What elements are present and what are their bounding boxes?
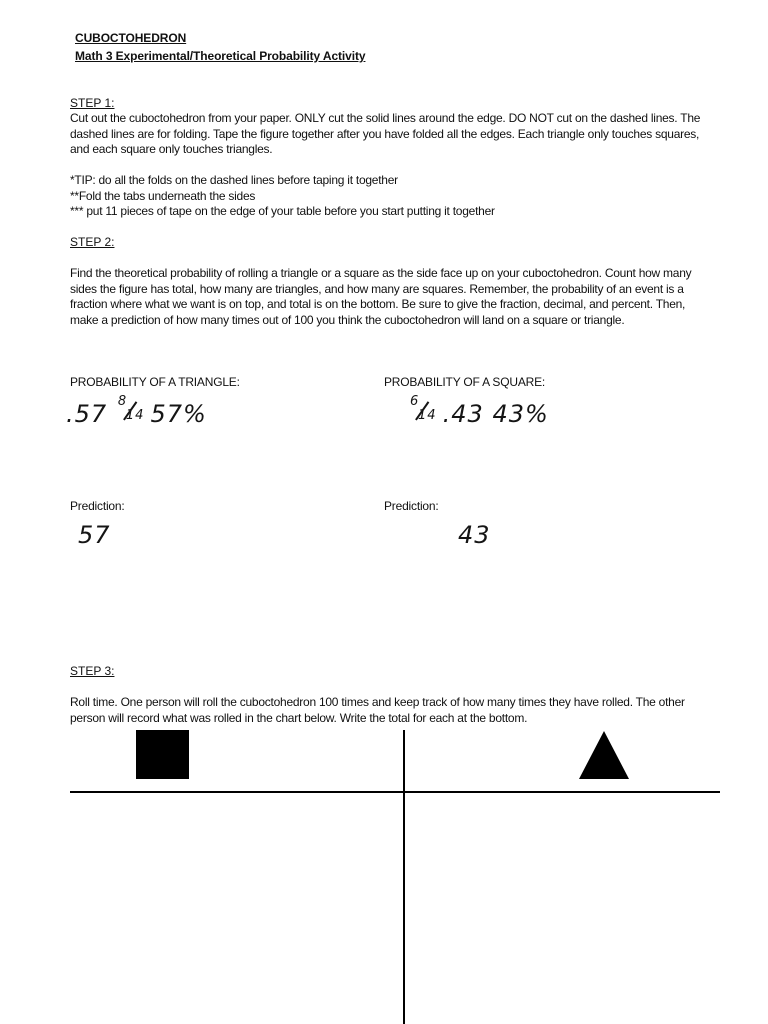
filled-triangle-icon xyxy=(578,730,630,780)
triangle-decimal: .57 xyxy=(66,400,108,428)
prediction-label-left: Prediction: xyxy=(70,499,125,513)
step2-instructions: Find the theoretical probability of rolling a triangle or a square as the side face up on your cuboctohedron. Count how many sides the figure has total, how many are triangles, and how many are squares. Remember, the probability of an event is a fraction where what we want is on top, and total is on the bottom. Be sure to give the fraction, decimal, and percent. Then, make a prediction of how many times out of 100 you think the cuboctohedron will land on a square or triangle. xyxy=(70,266,692,328)
triangle-fraction: 8 14 xyxy=(117,394,145,423)
triangle-percent: 57% xyxy=(150,400,207,428)
chart-header-divider xyxy=(70,791,720,793)
square-decimal: .43 xyxy=(442,400,484,428)
step1-heading: STEP 1: xyxy=(70,96,115,110)
square-probability-answer xyxy=(408,394,549,428)
step2-heading: STEP 2: xyxy=(70,235,115,249)
square-probability-label: PROBABILITY OF A SQUARE: xyxy=(384,375,546,389)
step1-instructions: Cut out the cuboctohedron from your paper. ONLY cut the solid lines around the edge. DO NOT cut on the dashed lines. The dashed lines are for folding. Tape the figure together after you have folded all the edges. Each triangle only touches squares, and each square only touches triangles. xyxy=(70,111,701,157)
step3-instructions: Roll time. One person will roll the cuboctohedron 100 times and keep track of how many times they have rolled. The other person will record what was rolled in the chart below. Write the total for each at the bottom. xyxy=(70,695,685,725)
prediction-triangle-value: 57 xyxy=(78,521,111,549)
step1-tips: *TIP: do all the folds on the dashed lines before taping it together **Fold the tabs underneath the sides *** put 11 pieces of tape on the edge of your table before you start putting it together xyxy=(70,173,495,219)
triangle-probability-answer xyxy=(66,394,207,428)
document-title: CUBOCTOHEDRON xyxy=(75,31,187,45)
step3-heading: STEP 3: xyxy=(70,664,115,678)
triangle-probability-label: PROBABILITY OF A TRIANGLE: xyxy=(70,375,240,389)
prediction-square-value: 43 xyxy=(458,521,491,549)
document-subtitle: Math 3 Experimental/Theoretical Probability Activity xyxy=(75,49,366,63)
filled-square-icon xyxy=(136,730,189,779)
prediction-label-right: Prediction: xyxy=(384,499,439,513)
tally-chart xyxy=(70,730,720,1024)
square-percent: 43% xyxy=(492,400,549,428)
square-fraction: 6 14 xyxy=(410,394,437,423)
chart-column-divider xyxy=(403,730,405,1024)
